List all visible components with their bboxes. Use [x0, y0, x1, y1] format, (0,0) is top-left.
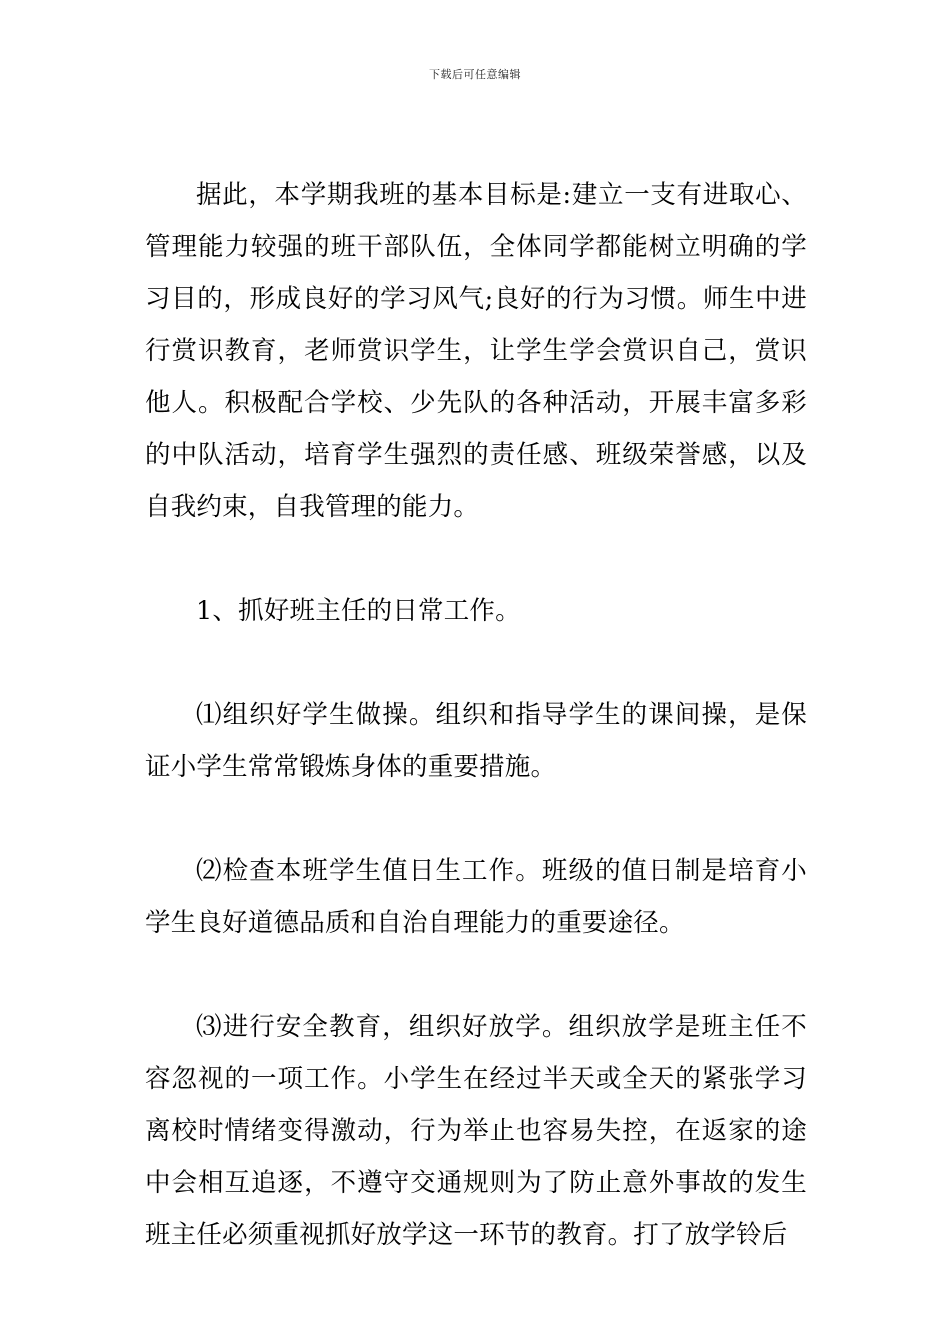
- document-body: [145, 150, 807, 1261]
- paragraph-section-1-heading: 1、抓好班主任的日常工作。: [196, 596, 521, 626]
- paragraph-item-2: ⑵检查本班学生值日生工作。班级的值日制是培育小学生良好道德品质和自治自理能力的重要途径。: [145, 856, 807, 938]
- paragraph-item-1: ⑴组织好学生做操。组织和指导学生的课间操，是保证小学生常常锻炼身体的重要措施。: [145, 700, 807, 782]
- page-header-note: 下载后可任意编辑: [429, 68, 521, 81]
- paragraph-item-3: ⑶进行安全教育，组织好放学。组织放学是班主任不容忽视的一项工作。小学生在经过半天或全天的紧张学习离校时情绪变得激动，行为举止也容易失控，在返家的途中会相互追逐，不遵守交通规则为了防止意外事故的发生班主任必须重视抓好放学这一环节的教育。打了放学铃后: [145, 1012, 807, 1250]
- paragraph-goals: 据此，本学期我班的基本目标是:建立一支有进取心、管理能力较强的班干部队伍，全体同学都能树立明确的学习目的，形成良好的学习风气;良好的行为习惯。师生中进行赏识教育，老师赏识学生，让学生学会赏识自己，赏识他人。积极配合学校、少先队的各种活动，开展丰富多彩的中队活动，培育学生强烈的责任感、班级荣誉感，以及自我约束，自我管理的能力。: [145, 180, 807, 522]
